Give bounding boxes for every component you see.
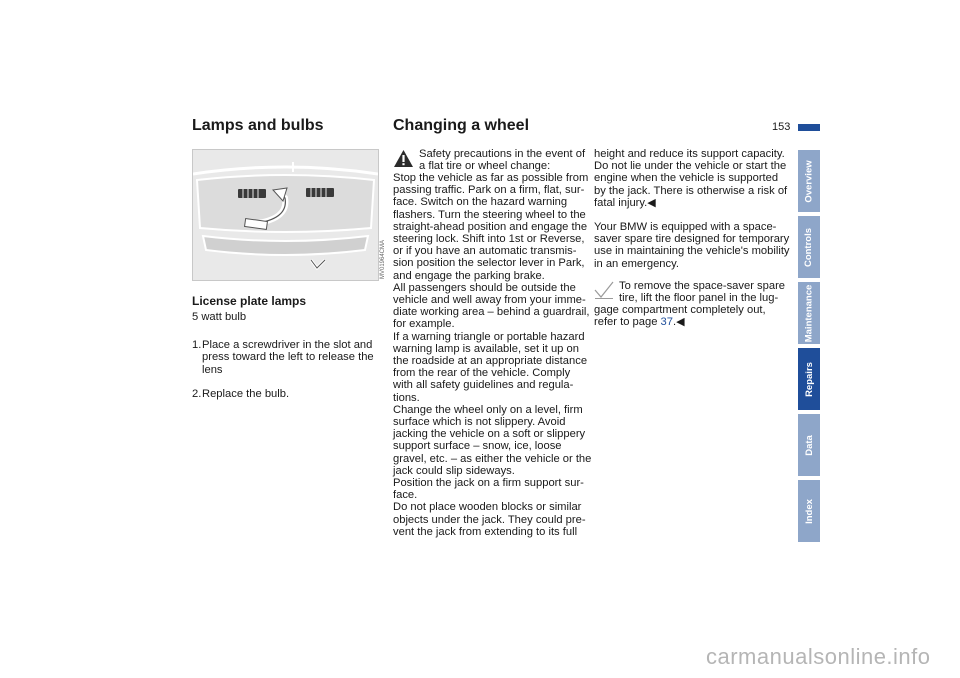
- changing-wheel-body: Stop the vehicle as far as possible from passing traffic. Park on a firm, flat, sur- face. Switch on the hazard warning flashers. Turn the steering wheel to the straight-ahead position and engage the steering lock. Shift into 1st or Reverse, or if you have an automatic transmis- sion position the selector lever in Park, and engage the parking brake. All passengers should be outside the vehicle and well away from your imme- diate working area – behind a guardrail, for example. If a warning triangle or portable hazard warning lamp is available, set it up on the roadside at an appropriate distance from the rear of the vehicle. Comply with all safety guidelines and regula- tions. Change the wheel only on a level, firm surface which is not slippery. Avoid jacking the vehicle on a soft or slippery support surface – snow, ice, loose gravel, etc. – as either the vehicle or the jack could slip sideways. Position the jack on a firm support sur- face. Do not place wooden blocks or similar objects under the jack. They could pre- vent the jack from extending to its full: [393, 172, 592, 538]
- step-text: Replace the bulb.: [202, 388, 290, 401]
- spare-tire-text: Your BMW is equipped with a space- saver spare tire designed for temporary use in maintaining the vehicle's mobility in an emergency.: [594, 221, 790, 270]
- page-number: 153: [772, 121, 791, 133]
- tab-label: Data: [803, 434, 815, 456]
- tab-index[interactable]: [798, 480, 820, 542]
- tab-repairs[interactable]: [798, 348, 820, 410]
- step-text: Place a screwdriver in the slot and press toward the left to release the lens: [202, 339, 374, 376]
- note-remainder-text: gage compartment completely out, refer to page: [594, 304, 766, 329]
- warning-triangle-icon: [393, 149, 414, 168]
- page-reference-link[interactable]: 37: [660, 316, 673, 329]
- subsection-title-license-plate-lamps: License plate lamps: [192, 294, 307, 308]
- list-item: [192, 339, 382, 376]
- tab-label: Index: [803, 498, 815, 524]
- wattage-text: 5 watt bulb: [192, 311, 247, 323]
- tab-label: Maintenance: [803, 284, 815, 342]
- tab-label: Overview: [803, 159, 815, 203]
- note-end-mark: .◀: [673, 316, 685, 329]
- license-plate-illustration: [193, 150, 378, 280]
- tab-label: Controls: [803, 227, 815, 267]
- note-remainder: [594, 304, 794, 328]
- tab-overview[interactable]: [798, 150, 820, 212]
- page-marker: [798, 124, 820, 131]
- section-title-lamps: Lamps and bulbs: [192, 117, 324, 134]
- tab-controls[interactable]: [798, 216, 820, 278]
- continued-warning-text: height and reduce its support capacity. Do not lie under the vehicle or start the engine when the vehicle is supported by the jack. There is otherwise a risk of fatal injury.◀: [594, 148, 788, 209]
- step-number: 2.: [192, 388, 202, 401]
- list-item: [192, 388, 382, 400]
- tab-data[interactable]: [798, 414, 820, 476]
- tab-label: Repairs: [803, 361, 815, 397]
- note-check-icon: [594, 280, 614, 300]
- watermark: carmanualsonline.info: [706, 644, 931, 669]
- note-intro-text: To remove the space-saver spare tire, lift the floor panel in the lug-: [619, 280, 786, 305]
- step-number: 1.: [192, 339, 202, 352]
- license-plate-lamp-figure: [192, 149, 379, 281]
- figure-code: MV01964CMA: [380, 239, 386, 279]
- tab-maintenance[interactable]: [798, 282, 820, 344]
- warning-intro-text: Safety precautions in the event of a flat tire or wheel change:: [419, 148, 586, 173]
- section-title-changing-wheel: Changing a wheel: [393, 117, 530, 134]
- steps-list: [192, 327, 382, 412]
